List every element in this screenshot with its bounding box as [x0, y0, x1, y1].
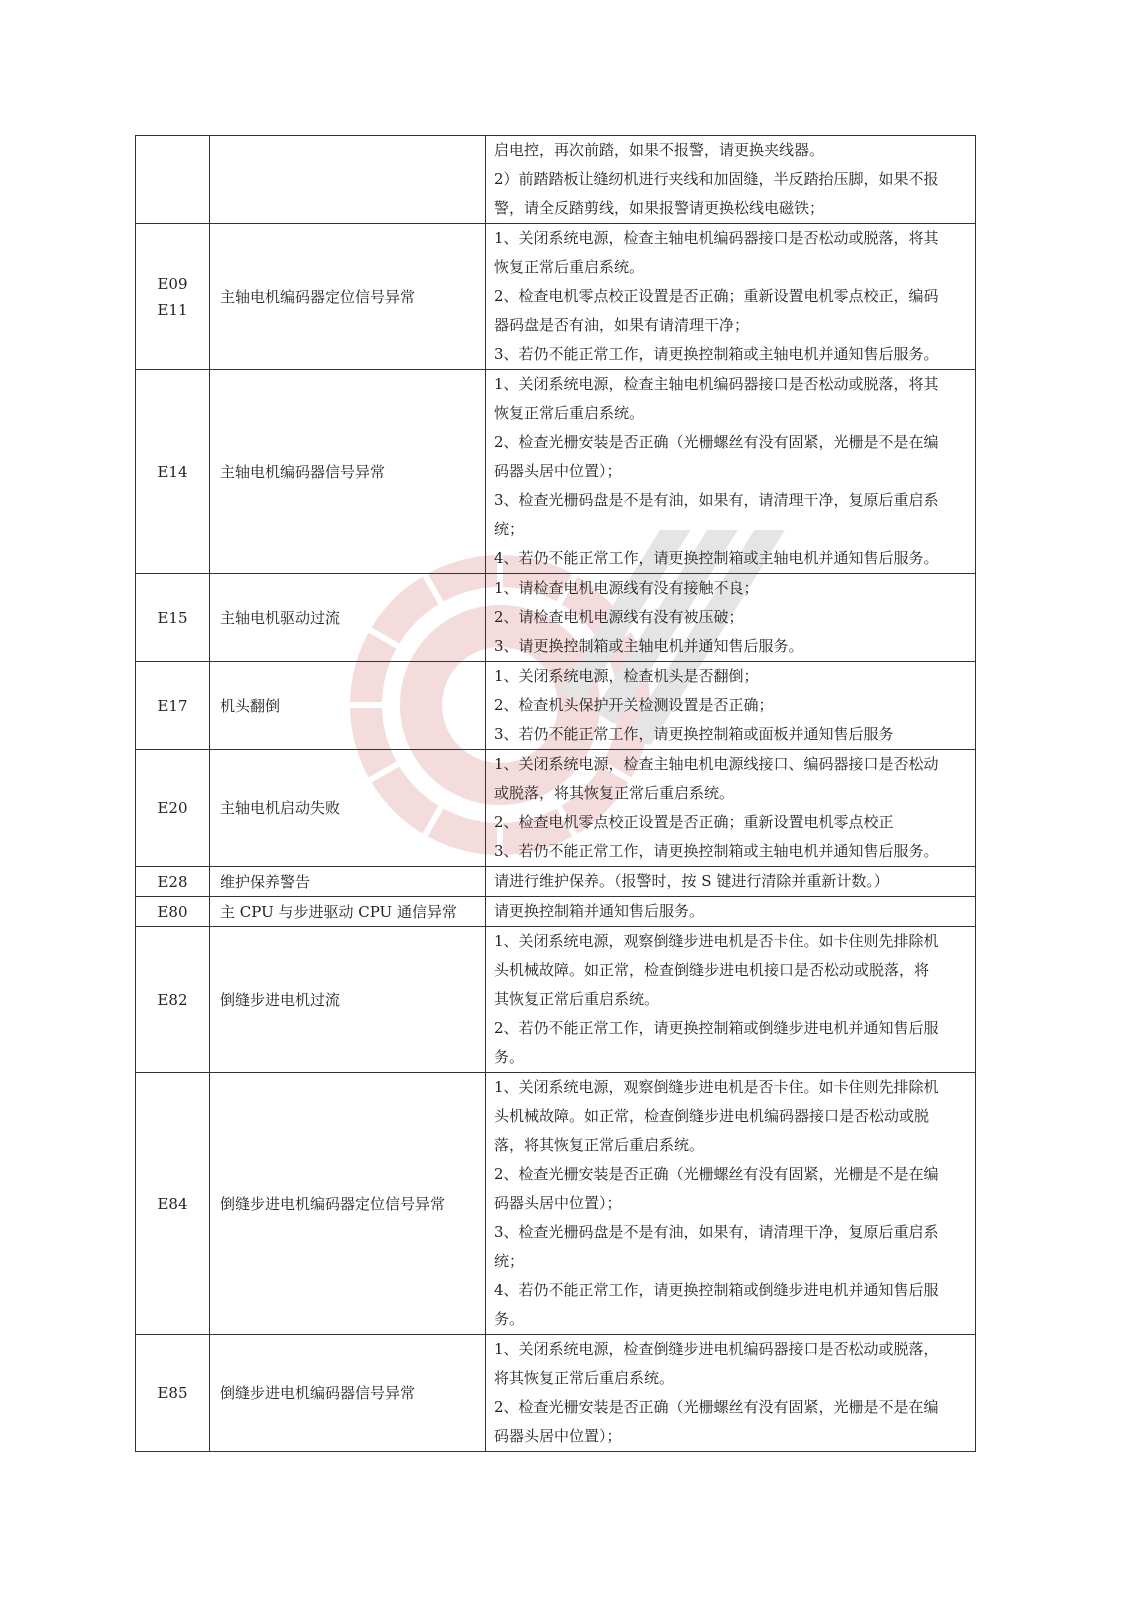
- error-code: E09: [157, 274, 188, 293]
- solution-line: 请更换控制箱并通知售后服务。: [494, 902, 705, 920]
- solution-line: 2、若仍不能正常工作，请更换控制箱或倒缝步进电机并通知售后服: [494, 1019, 939, 1037]
- solution-cell: [486, 574, 976, 662]
- fault-name: 主 CPU 与步进驱动 CPU 通信异常: [210, 897, 486, 927]
- table-row: [136, 867, 976, 897]
- fault-name: 机头翻倒: [210, 662, 486, 750]
- fault-name: 维护保养警告: [210, 867, 486, 897]
- solution-cell: [486, 927, 976, 1073]
- fault-name: 倒缝步进电机过流: [210, 927, 486, 1073]
- solution-cell: [486, 662, 976, 750]
- solution-cell: [486, 897, 976, 927]
- solution-line: 恢复正常后重启系统。: [494, 404, 645, 422]
- solution-line: 务。: [494, 1048, 525, 1066]
- solution-line: 4、若仍不能正常工作，请更换控制箱或主轴电机并通知售后服务。: [494, 549, 939, 567]
- table-row: [136, 927, 976, 1073]
- error-code-cell: [136, 897, 210, 927]
- error-code-cell: [136, 1073, 210, 1335]
- solution-line: 3、请更换控制箱或主轴电机并通知售后服务。: [494, 637, 804, 655]
- solution-line: 启电控，再次前踏，如果不报警，请更换夹线器。: [494, 141, 825, 159]
- solution-line: 3、若仍不能正常工作，请更换控制箱或面板并通知售后服务: [494, 725, 894, 743]
- error-code-cell: [136, 927, 210, 1073]
- error-code: E14: [157, 462, 188, 481]
- solution-line: 恢复正常后重启系统。: [494, 258, 645, 276]
- solution-cell: [486, 867, 976, 897]
- solution-line: 或脱落，将其恢复正常后重启系统。: [494, 784, 735, 802]
- table-row: [136, 370, 976, 574]
- error-code-cell: [136, 136, 210, 224]
- solution-line: 4、若仍不能正常工作，请更换控制箱或倒缝步进电机并通知售后服: [494, 1281, 939, 1299]
- solution-line: 2、检查光栅安装是否正确（光栅螺丝有没有固紧，光栅是不是在编: [494, 1398, 939, 1416]
- solution-line: 3、检查光栅码盘是不是有油，如果有，请清理干净，复原后重启系: [494, 491, 939, 509]
- solution-cell: [486, 136, 976, 224]
- solution-line: 务。: [494, 1310, 525, 1328]
- solution-cell: [486, 224, 976, 370]
- table-row: [136, 897, 976, 927]
- table-row: [136, 662, 976, 750]
- solution-line: 2、检查光栅安装是否正确（光栅螺丝有没有固紧，光栅是不是在编: [494, 1165, 939, 1183]
- fault-name: 主轴电机编码器定位信号异常: [210, 224, 486, 370]
- solution-line: 2、检查电机零点校正设置是否正确；重新设置电机零点校正: [494, 813, 894, 831]
- solution-line: 1、关闭系统电源，观察倒缝步进电机是否卡住。如卡住则先排除机: [494, 932, 939, 950]
- solution-line: 器码盘是否有油，如果有请清理干净；: [494, 316, 750, 334]
- solution-line: 2）前踏踏板让缝纫机进行夹线和加固缝，半反踏抬压脚，如果不报: [494, 170, 939, 188]
- error-code: E85: [157, 1384, 188, 1402]
- table-row: [136, 224, 976, 370]
- error-code: E17: [157, 696, 188, 715]
- table-row: [136, 136, 976, 224]
- solution-cell: [486, 370, 976, 574]
- fault-name: 倒缝步进电机编码器信号异常: [210, 1335, 486, 1452]
- solution-line: 警，请全反踏剪线，如果报警请更换松线电磁铁；: [494, 199, 825, 217]
- solution-line: 头机械故障。如正常，检查倒缝步进电机接口是否松动或脱落，将: [494, 961, 930, 979]
- solution-line: 2、检查电机零点校正设置是否正确；重新设置电机零点校正，编码: [494, 287, 939, 305]
- solution-line: 3、检查光栅码盘是不是有油，如果有，请清理干净，复原后重启系: [494, 1223, 939, 1241]
- error-code: E28: [157, 872, 188, 891]
- solution-cell: [486, 1073, 976, 1335]
- table-row: [136, 750, 976, 867]
- error-code-cell: [136, 224, 210, 370]
- table-row: [136, 1073, 976, 1335]
- error-code: E80: [157, 902, 188, 921]
- fault-name: 主轴电机驱动过流: [210, 574, 486, 662]
- solution-line: 1、关闭系统电源，检查主轴电机编码器接口是否松动或脱落，将其: [494, 375, 939, 393]
- error-code-cell: [136, 574, 210, 662]
- error-code: E82: [157, 990, 188, 1009]
- fault-name: [210, 136, 486, 224]
- error-code-cell: [136, 1335, 210, 1452]
- solution-line: 3、若仍不能正常工作，请更换控制箱或主轴电机并通知售后服务。: [494, 842, 939, 860]
- solution-line: 码器头居中位置）；: [494, 1194, 622, 1212]
- error-code: E11: [157, 300, 188, 319]
- solution-line: 1、关闭系统电源，检查主轴电机电源线接口、编码器接口是否松动: [494, 755, 939, 773]
- solution-line: 统；: [494, 520, 525, 538]
- error-code: E20: [157, 799, 188, 817]
- solution-line: 码器头居中位置）；: [494, 1427, 622, 1445]
- solution-cell: [486, 750, 976, 867]
- fault-name: 倒缝步进电机编码器定位信号异常: [210, 1073, 486, 1335]
- solution-line: 其恢复正常后重启系统。: [494, 990, 660, 1008]
- solution-line: 落，将其恢复正常后重启系统。: [494, 1136, 705, 1154]
- solution-line: 1、关闭系统电源，检查倒缝步进电机编码器接口是否松动或脱落，: [494, 1340, 939, 1358]
- solution-cell: [486, 1335, 976, 1452]
- solution-line: 2、请检查电机电源线有没有被压破；: [494, 608, 744, 626]
- fault-name: 主轴电机编码器信号异常: [210, 370, 486, 574]
- solution-line: 1、关闭系统电源，观察倒缝步进电机是否卡住。如卡住则先排除机: [494, 1078, 939, 1096]
- solution-line: 1、请检查电机电源线有没有接触不良；: [494, 579, 759, 597]
- error-code-cell: [136, 750, 210, 867]
- table-row: [136, 574, 976, 662]
- solution-line: 1、关闭系统电源，检查主轴电机编码器接口是否松动或脱落，将其: [494, 229, 939, 247]
- error-code-table: [135, 135, 976, 1452]
- solution-line: 头机械故障。如正常，检查倒缝步进电机编码器接口是否松动或脱: [494, 1107, 930, 1125]
- solution-line: 统；: [494, 1252, 525, 1270]
- solution-line: 码器头居中位置）；: [494, 462, 622, 480]
- error-code-cell: [136, 370, 210, 574]
- solution-line: 3、若仍不能正常工作，请更换控制箱或主轴电机并通知售后服务。: [494, 345, 939, 363]
- error-code: E15: [157, 608, 188, 627]
- solution-line: 请进行维护保养。（报警时，按 S 键进行清除并重新计数。）: [494, 872, 889, 890]
- solution-line: 1、关闭系统电源，检查机头是否翻倒；: [494, 667, 759, 685]
- error-code-cell: [136, 867, 210, 897]
- solution-line: 将其恢复正常后重启系统。: [494, 1369, 675, 1387]
- table-row: [136, 1335, 976, 1452]
- solution-line: 2、检查光栅安装是否正确（光栅螺丝有没有固紧，光栅是不是在编: [494, 433, 939, 451]
- solution-line: 2、检查机头保护开关检测设置是否正确；: [494, 696, 774, 714]
- fault-name: 主轴电机启动失败: [210, 750, 486, 867]
- error-code: E84: [157, 1194, 188, 1213]
- error-code-cell: [136, 662, 210, 750]
